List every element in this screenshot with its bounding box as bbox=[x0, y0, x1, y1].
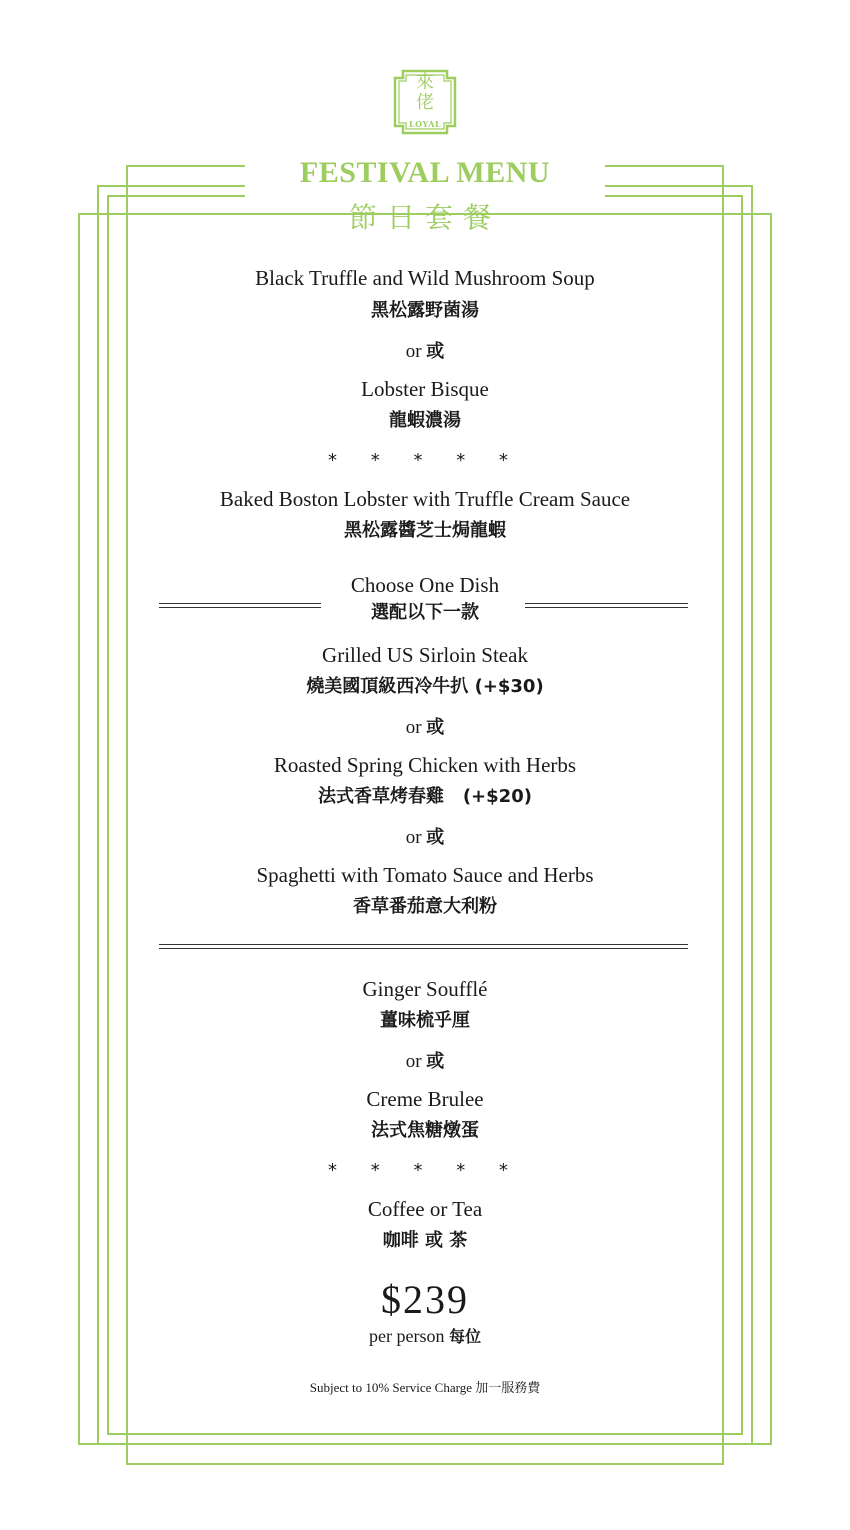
or-en: or bbox=[405, 717, 422, 738]
lobster-zh: 黑松露醬芝士焗龍蝦 bbox=[344, 520, 506, 541]
soup-2-en: Lobster Bisque bbox=[361, 377, 489, 401]
dessert-1-en: Ginger Soufflé bbox=[362, 977, 488, 1001]
divider-full bbox=[159, 944, 688, 949]
logo-char-2: 佬 bbox=[416, 92, 434, 113]
or-en: or bbox=[405, 1051, 422, 1072]
drink-en: Coffee or Tea bbox=[367, 1197, 483, 1221]
menu-title-en: FESTIVAL MENU bbox=[299, 156, 551, 189]
per-person bbox=[0, 1324, 850, 1347]
dessert-1-zh: 薑味梳乎厘 bbox=[380, 1010, 470, 1031]
dessert-2-zh: 法式焦糖燉蛋 bbox=[371, 1120, 479, 1141]
soup-2-zh: 龍蝦濃湯 bbox=[389, 410, 461, 431]
or-en: or bbox=[405, 827, 422, 848]
chicken-zh: 法式香草烤春雞 (+$20) bbox=[318, 786, 532, 807]
choose-one-zh: 選配以下一款 bbox=[371, 602, 479, 623]
menu-title-zh: 節日套餐 bbox=[348, 201, 501, 234]
or-zh: 或 bbox=[426, 341, 445, 362]
service-charge-note bbox=[0, 1377, 850, 1396]
logo-brand-text: LOYAL bbox=[408, 119, 442, 129]
or-en: or bbox=[405, 341, 422, 362]
or-zh: 或 bbox=[426, 1051, 445, 1072]
or-zh: 或 bbox=[426, 717, 445, 738]
service-charge-zh: 加一服務費 bbox=[475, 1381, 541, 1396]
price-amount: $239 bbox=[381, 1277, 469, 1322]
or-separator-4 bbox=[0, 1047, 850, 1073]
star-separator-2: * * * * * bbox=[328, 1160, 522, 1181]
steak-zh: 燒美國頂級西冷牛扒 (+$30) bbox=[306, 676, 544, 697]
loyal-logo bbox=[389, 68, 461, 136]
pasta-zh: 香草番茄意大利粉 bbox=[353, 896, 497, 917]
or-separator-3 bbox=[0, 823, 850, 849]
chicken-en: Roasted Spring Chicken with Herbs bbox=[273, 753, 577, 777]
drink-zh: 咖啡 或 茶 bbox=[382, 1230, 468, 1251]
service-charge-en: Subject to 10% Service Charge bbox=[309, 1380, 472, 1395]
soup-1-en: Black Truffle and Wild Mushroom Soup bbox=[255, 266, 595, 290]
pasta-en: Spaghetti with Tomato Sauce and Herbs bbox=[256, 863, 594, 887]
or-separator-1 bbox=[0, 337, 850, 363]
per-person-en: per person bbox=[369, 1326, 445, 1346]
dessert-2-en: Creme Brulee bbox=[366, 1087, 484, 1111]
soup-1-zh: 黑松露野菌湯 bbox=[371, 300, 479, 321]
logo-char-1: 來 bbox=[416, 72, 434, 93]
per-person-zh: 每位 bbox=[448, 1327, 481, 1346]
steak-en: Grilled US Sirloin Steak bbox=[322, 643, 528, 667]
lobster-en: Baked Boston Lobster with Truffle Cream Sauce bbox=[219, 487, 631, 511]
star-separator-1: * * * * * bbox=[328, 450, 522, 471]
choose-one-en: Choose One Dish bbox=[350, 573, 500, 597]
or-zh: 或 bbox=[426, 827, 445, 848]
or-separator-2 bbox=[0, 713, 850, 739]
